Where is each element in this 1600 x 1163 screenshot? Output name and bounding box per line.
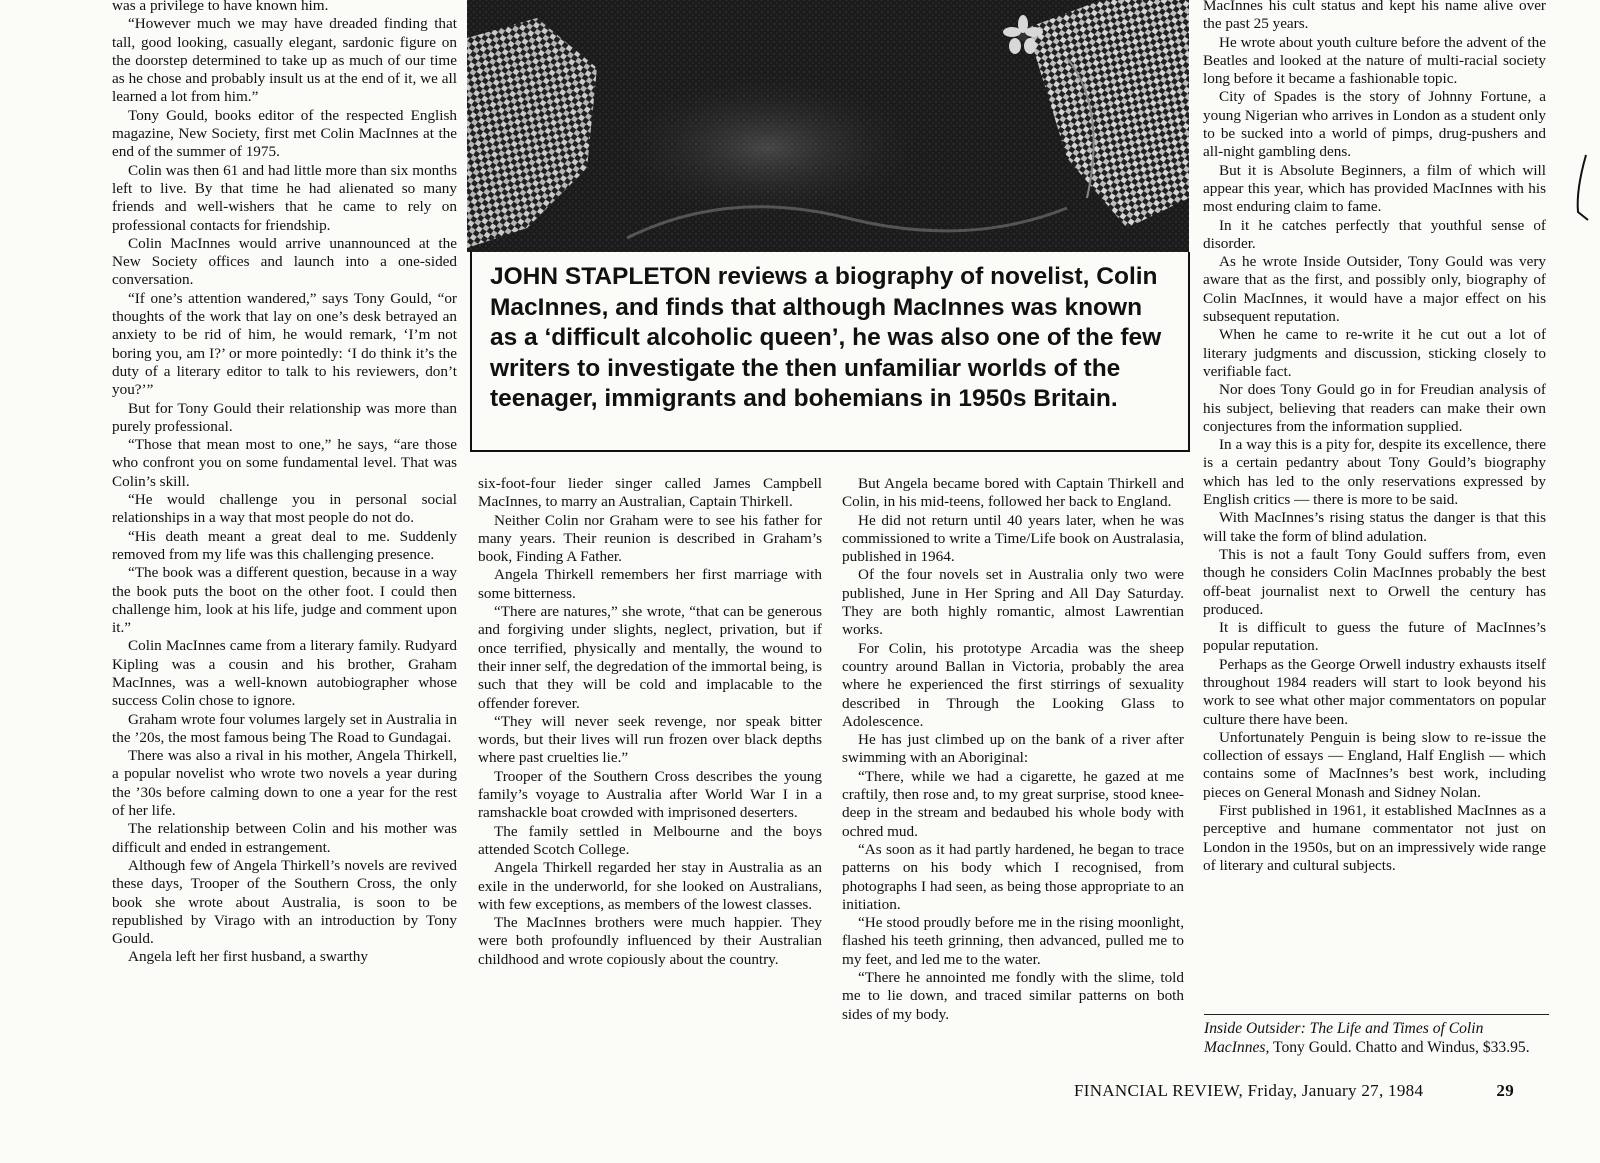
paragraph: In a way this is a pity for, despite its excellence, there is a certain pedantry about Tony Gould’s biography which has led to the only reservations expressed by English critics — there is more to be said. xyxy=(1203,436,1546,509)
paragraph: City of Spades is the story of Johnny Fortune, a young Nigerian who arrives in London as a student only to be sucked into a world of pimps, drug-pushers and all-night gambling dens. xyxy=(1203,88,1546,161)
paragraph: “He stood proudly before me in the rising moonlight, flashed his teeth grinning, then advanced, pulled me to my feet, and led me to the water. xyxy=(842,914,1184,968)
paragraph: Trooper of the Southern Cross describes the young family’s voyage to Australia after World War I in a ramshackle boat crowded with imprisoned deserters. xyxy=(478,767,822,822)
paragraph: Colin MacInnes came from a literary family. Rudyard Kipling was a cousin and his brother, Graham MacInnes, was a well-known autobiographer whose success Colin chose to ignore. xyxy=(112,637,457,710)
paragraph: The relationship between Colin and his mother was difficult and ended in estrangement. xyxy=(112,820,457,856)
paragraph: Colin was then 61 and had little more than six months left to live. By that time he had alienated so many friends and well-wishers that he came to rely on professional contacts for friendship. xyxy=(112,161,457,234)
paragraph: There was also a rival in his mother, Angela Thirkell, a popular novelist who wrote two novels a year during the ’30s before calming down to one a year for the rest of her life. xyxy=(112,747,457,820)
paragraph: six-foot-four lieder singer called James Campbell MacInnes, to marry an Australian, Captain Thirkell. xyxy=(478,475,822,511)
paragraph: MacInnes his cult status and kept his name alive over the past 25 years. xyxy=(1203,0,1546,33)
paragraph: “If one’s attention wandered,” says Tony Gould, “or thoughts of the work that lay on one’s desk betrayed an anxiety to be rid of him, he would remark, ‘I’m not boring you, am I?’ or more pointedly: ‘I do think it’s the duty of a literary editor to talk to his reviewers, don’t you?’” xyxy=(112,289,457,399)
book-details: Tony Gould. Chatto and Windus, $33.95. xyxy=(1273,1039,1530,1056)
paragraph: Perhaps as the George Orwell industry exhausts itself throughout 1984 readers will start to look beyond his work to see what other major commentators on popular culture there have been. xyxy=(1203,655,1546,728)
paragraph: “Those that mean most to one,” he says, “are those who confront you on some fundamental level. That was Colin’s skill. xyxy=(112,436,457,490)
article-column-1 xyxy=(112,0,457,1059)
paragraph: “The book was a different question, because in a way the book puts the boot on the other foot. I could then challenge him, look at his life, judge and comment upon it.” xyxy=(112,564,457,637)
paragraph: “There are natures,” she wrote, “that can be generous and forgiving under slights, neglect, privation, but if once terrified, physically and mentally, the wound to their inner self, the degredation of the immortal being, is such that they will be cold and implacable to the offender forever. xyxy=(478,603,822,712)
standfirst-text: JOHN STAPLETON reviews a biography of novelist, Colin MacInnes, and finds that although MacInnes was known as a ‘difficult alcoholic queen’, he was also one of the few writers to investigate the then unfamiliar worlds of the teenager, immigrants and bohemians in 1950s Britain. xyxy=(490,263,1162,412)
paragraph: But for Tony Gould their relationship was more than purely professional. xyxy=(112,399,457,435)
paragraph: was a privilege to have known him. xyxy=(112,0,329,14)
page-footer xyxy=(1074,1080,1514,1104)
paragraph: When he came to re-write it he cut out a lot of literary judgments and discussion, sticking closely to verifiable fact. xyxy=(1203,326,1546,380)
paragraph: But it is Absolute Beginners, a film of which will appear this year, which has provided MacInnes with his most enduring claim to fame. xyxy=(1203,161,1546,216)
paragraph: “They will never seek revenge, nor speak bitter words, but their lives will run frozen over black depths where past cruelties lie.” xyxy=(478,712,822,767)
article-column-3 xyxy=(842,475,1184,1057)
paragraph: Tony Gould, books editor of the respected English magazine, New Society, first met Colin MacInnes at the end of the summer of 1975. xyxy=(112,106,457,161)
paragraph: Nor does Tony Gould go in for Freudian analysis of his subject, believing that readers can make their own conjectures from the information supplied. xyxy=(1203,381,1546,435)
paragraph: Angela left her first husband, a swarthy xyxy=(128,948,368,966)
photograph xyxy=(467,0,1189,252)
paragraph: Angela Thirkell remembers her first marriage with some bitterness. xyxy=(478,566,822,602)
paragraph: The MacInnes brothers were much happier. They were both profoundly influenced by their Australian childhood and wrote copiously about the country. xyxy=(478,914,822,968)
paragraph: Although few of Angela Thirkell’s novels are revived these days, Trooper of the Southern Cross, the only book she wrote about Australia, is soon to be republished by Virago with an introduction by Tony Gould. xyxy=(112,856,457,948)
paragraph: He wrote about youth culture before the advent of the Beatles and looked at the nature of multi-racial society long before it became a fashionable topic. xyxy=(1203,33,1546,88)
article-column-2 xyxy=(478,475,822,1057)
photo-image xyxy=(467,0,1189,252)
paragraph: Graham wrote four volumes largely set in Australia in the ’20s, the most famous being The Road to Gundagai. xyxy=(112,710,457,746)
paragraph: But Angela became bored with Captain Thirkell and Colin, in his mid-teens, followed her back to England. xyxy=(842,475,1184,511)
standfirst-box xyxy=(470,252,1190,452)
paragraph: Colin MacInnes would arrive unannounced at the New Society offices and launch into a one-sided conversation. xyxy=(112,234,457,289)
book-title: Inside Outsider: The Life and Times of Colin MacInnes, xyxy=(1204,1020,1484,1056)
paragraph: In it he catches perfectly that youthful sense of disorder. xyxy=(1203,216,1546,252)
paragraph: Neither Colin nor Graham were to see his father for many years. Their reunion is described in Graham’s book, Finding A Father. xyxy=(478,511,822,566)
paragraph: Unfortunately Penguin is being slow to re-issue the collection of essays — England, Half English — which contains some of MacInnes’s best work, including pieces on General Monash and Sidney Nolan. xyxy=(1203,728,1546,801)
paragraph: Of the four novels set in Australia only two were published, June in Her Spring and All Day Saturday. They are both highly romantic, almost Lawrentian works. xyxy=(842,566,1184,639)
paragraph: “There, while we had a cigarette, he gazed at me craftily, then rose and, to my great surprise, stood knee-deep in the stream and bedaubed his whole body with ochred mud. xyxy=(842,767,1184,840)
publication-dateline: FINANCIAL REVIEW, Friday, January 27, 1984 xyxy=(1074,1081,1424,1100)
paragraph: As he wrote Inside Outsider, Tony Gould was very aware that as the first, and possibly only, biography of Colin MacInnes, it would have a major effect on his subsequent reputation. xyxy=(1203,253,1546,326)
paragraph: This is not a fault Tony Gould suffers from, even though he considers Colin MacInnes probably the best off-beat journalist next to Orwell the century has produced. xyxy=(1203,545,1546,618)
paragraph: “As soon as it had partly hardened, he began to trace patterns on his body which I recognised, from photographs I had seen, as being those appropriate to an initiation. xyxy=(842,840,1184,913)
paragraph: With MacInnes’s rising status the danger is that this will take the form of blind adulation. xyxy=(1203,509,1546,545)
paragraph: “However much we may have dreaded finding that tall, good looking, casually elegant, sardonic figure on the doorstep determined to take up as much of our time as he chose and probably insult us at the end of it, we all learned a lot from him.” xyxy=(112,15,457,106)
article-column-4 xyxy=(1203,0,1546,987)
paragraph: For Colin, his prototype Arcadia was the sheep country around Ballan in Victoria, probably the area where he experienced the first stirrings of sexuality described in Through the Looking Glass to Adolescence. xyxy=(842,639,1184,730)
paragraph: He has just climbed up on the bank of a river after swimming with an Aboriginal: xyxy=(842,731,1184,767)
book-credit xyxy=(1204,1014,1549,1057)
page-number: 29 xyxy=(1496,1081,1514,1100)
paragraph: First published in 1961, it established MacInnes as a perceptive and humane commentator not just on London in the 1950s, but on an impressively wide range of literary and cultural subjects. xyxy=(1203,802,1546,874)
paragraph: It is difficult to guess the future of MacInnes’s popular reputation. xyxy=(1203,619,1546,655)
margin-mark xyxy=(1572,150,1592,230)
paragraph: “There he annointed me fondly with the slime, told me to lie down, and traced similar patterns on both sides of my body. xyxy=(842,969,1184,1023)
paragraph: “His death meant a great deal to me. Suddenly removed from my life was this challenging presence. xyxy=(112,527,457,563)
paragraph: The family settled in Melbourne and the boys attended Scotch College. xyxy=(478,822,822,858)
paragraph: He did not return until 40 years later, when he was commissioned to write a Time/Life book on Australasia, published in 1964. xyxy=(842,511,1184,566)
paragraph: “He would challenge you in personal social relationships in a way that most people do not do. xyxy=(112,491,457,527)
paragraph: Angela Thirkell regarded her stay in Australia as an exile in the underworld, for she looked on Australians, with few exceptions, as members of the lowest classes. xyxy=(478,859,822,913)
